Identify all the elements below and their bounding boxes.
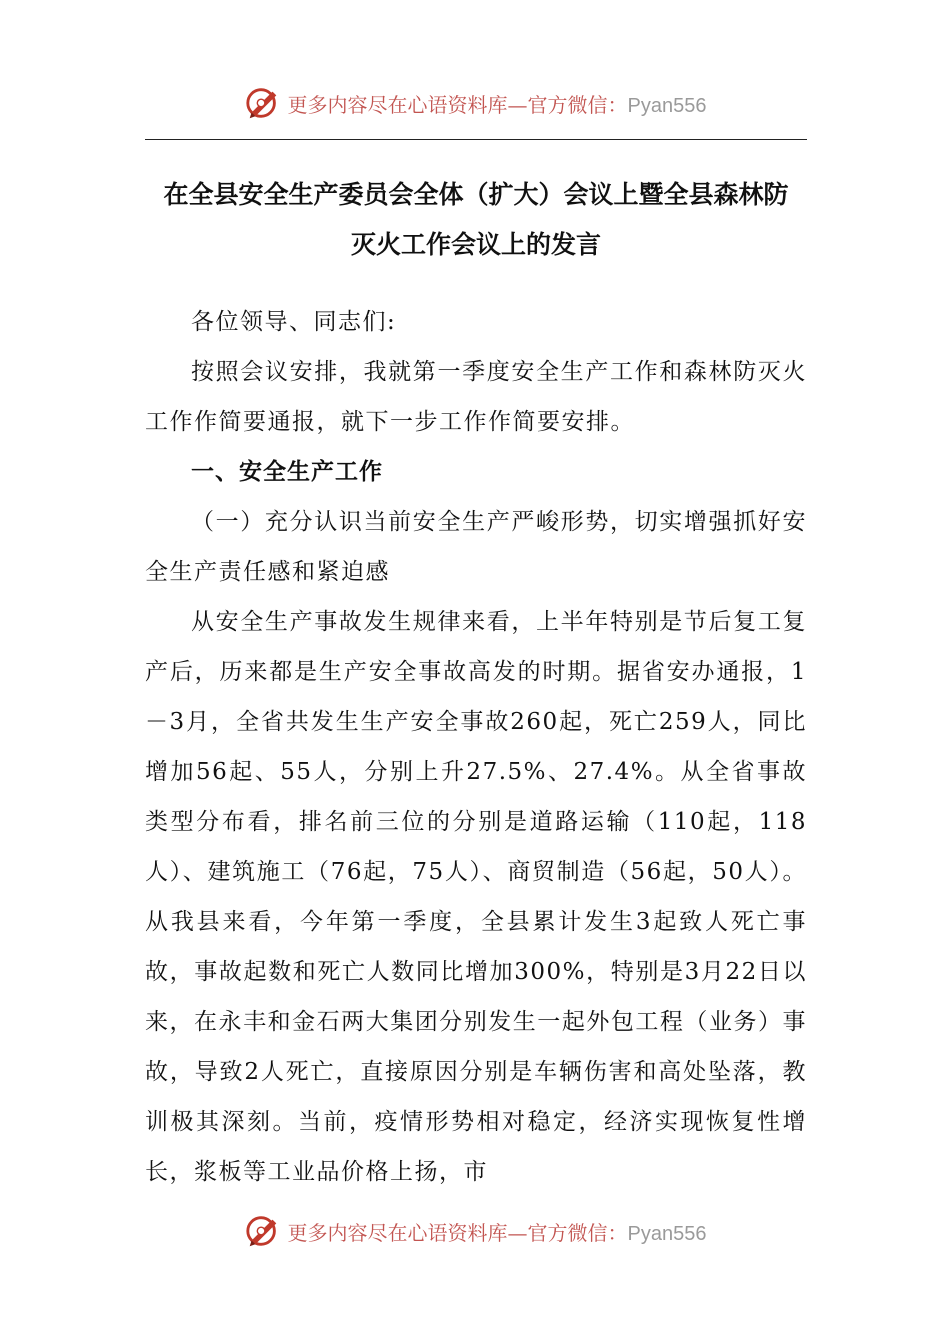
section-heading: 一、安全生产工作 <box>191 459 383 485</box>
wechat-id: Pyan556 <box>627 1222 707 1245</box>
header-banner <box>0 83 950 123</box>
intro-paragraph: 按照会议安排，我就第一季度安全生产工作和森林防灭火工作作简要通报，就下一步工作作简要安排。 <box>145 359 807 435</box>
pen-logo-icon <box>244 84 282 122</box>
body-paragraph: 从安全生产事故发生规律来看，上半年特别是节后复工复产后，历来都是生产安全事故高发的时期。据省安办通报，1－3月，全省共发生生产安全事故260起，死亡259人，同比增加56起、55人，分别上升27.5%、27.4%。从全省事故类型分布看，排名前三位的分别是道路运输（110起，118人）、建筑施工（76起，75人）、商贸制造（56起，50人）。从我县来看，今年第一季度，全县累计发生3起致人死亡事故，事故起数和死亡人数同比增加300%，特别是3月22日以来，在永丰和金石两大集团分别发生一起外包工程（业务）事故，导致2人死亡，直接原因分别是车辆伤害和高处坠落，教训极其深刻。当前，疫情形势相对稳定，经济实现恢复性增长，浆板等工业品价格上扬，市 <box>145 609 807 1185</box>
title-line-1: 在全县安全生产委员会全体（扩大）会议上暨全县森林防 <box>163 180 789 209</box>
footer-banner <box>0 1211 950 1251</box>
document-body <box>145 297 807 1197</box>
salutation: 各位领导、同志们: <box>191 309 397 335</box>
document-title <box>140 170 812 270</box>
subsection-heading: （一）充分认识当前安全生产严峻形势，切实增强抓好安全生产责任感和紧迫感 <box>145 509 807 585</box>
header-divider <box>145 139 807 140</box>
title-line-2: 灭火工作会议上的发言 <box>350 230 601 259</box>
banner-text: 更多内容尽在心语资料库—官方微信：Pyan556 <box>287 1220 707 1245</box>
wechat-id: Pyan556 <box>627 94 707 117</box>
banner-text: 更多内容尽在心语资料库—官方微信：Pyan556 <box>287 92 707 117</box>
pen-logo-icon <box>244 1212 282 1250</box>
